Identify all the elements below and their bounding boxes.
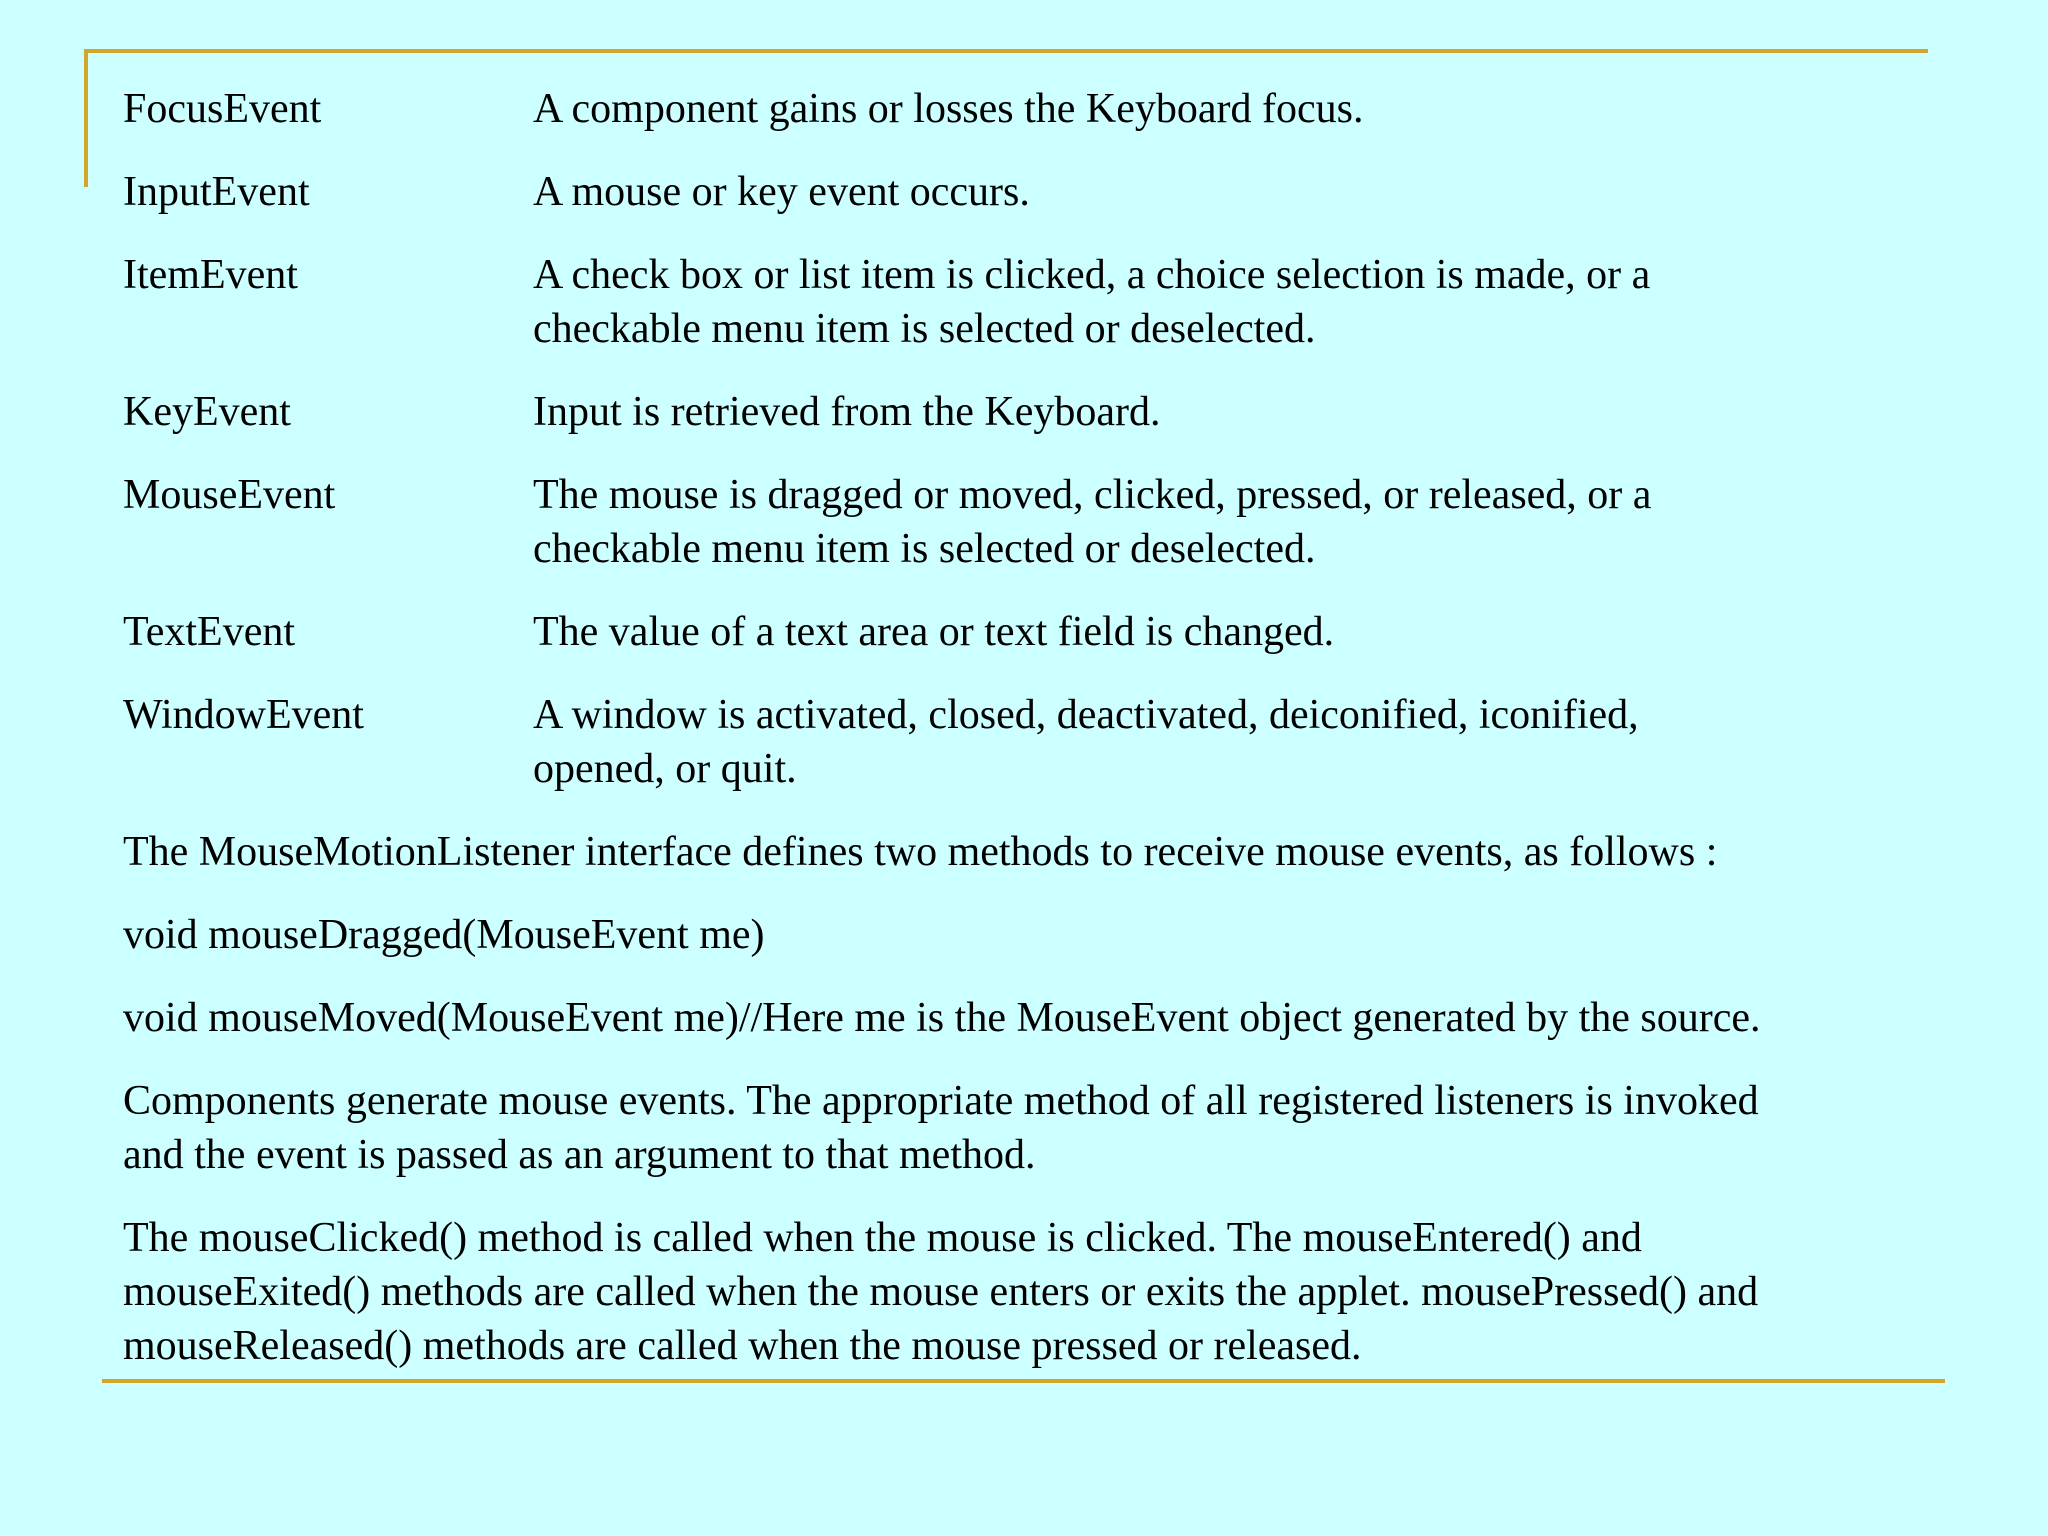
slide-content (123, 82, 1923, 1402)
event-name: TextEvent (123, 609, 295, 655)
event-description (533, 688, 1923, 796)
event-description (533, 82, 1923, 136)
paragraph-line: The MouseMotionListener interface defines two methods to receive mouse events, as follows : (123, 829, 1718, 875)
paragraph-line: The mouseClicked() method is called when the mouse is clicked. The mouseEntered() and (123, 1215, 1642, 1261)
paragraph-listener-intro (123, 825, 1923, 879)
paragraph-mouse-dragged (123, 908, 1923, 962)
paragraph-line: mouseReleased() methods are called when the mouse pressed or released. (123, 1323, 1362, 1369)
event-row-key (123, 385, 1923, 439)
paragraph-line: mouseExited() methods are called when the mouse enters or exits the applet. mousePressed() and (123, 1269, 1759, 1315)
event-description (533, 468, 1923, 576)
event-name: InputEvent (123, 169, 310, 215)
event-row-text (123, 605, 1923, 659)
event-description (533, 385, 1923, 439)
paragraph-line: and the event is passed as an argument to that method. (123, 1132, 1036, 1178)
event-row-focus (123, 82, 1923, 136)
event-description-line: opened, or quit. (533, 746, 797, 792)
event-description (533, 165, 1923, 219)
event-name: MouseEvent (123, 472, 336, 518)
event-name: KeyEvent (123, 389, 291, 435)
paragraph-line: void mouseMoved(MouseEvent me)//Here me is the MouseEvent object generated by the source. (123, 995, 1761, 1041)
event-description-line: checkable menu item is selected or deselected. (533, 526, 1316, 572)
event-name: FocusEvent (123, 86, 322, 132)
event-row-input (123, 165, 1923, 219)
event-description-line: A component gains or losses the Keyboard focus. (533, 86, 1364, 132)
event-description-line: The mouse is dragged or moved, clicked, pressed, or released, or a (533, 472, 1652, 518)
top-rule (84, 49, 1928, 53)
event-table (123, 82, 1923, 796)
event-description-line: The value of a text area or text field is changed. (533, 609, 1335, 655)
paragraph-mouse-methods (123, 1211, 1923, 1373)
paragraph-mouse-moved (123, 991, 1923, 1045)
event-row-item (123, 248, 1923, 356)
event-description-line: A mouse or key event occurs. (533, 169, 1030, 215)
event-description-line: Input is retrieved from the Keyboard. (533, 389, 1161, 435)
event-name: ItemEvent (123, 252, 298, 298)
left-rule (84, 49, 88, 187)
event-description (533, 605, 1923, 659)
event-row-mouse (123, 468, 1923, 576)
event-description-line: A check box or list item is clicked, a choice selection is made, or a (533, 252, 1651, 298)
paragraph-components (123, 1074, 1923, 1182)
event-description-line: A window is activated, closed, deactivated, deiconified, iconified, (533, 692, 1639, 738)
event-name: WindowEvent (123, 692, 364, 738)
paragraph-line: void mouseDragged(MouseEvent me) (123, 912, 765, 958)
event-description (533, 248, 1923, 356)
event-row-window (123, 688, 1923, 796)
paragraph-line: Components generate mouse events. The appropriate method of all registered listeners is invoked (123, 1078, 1759, 1124)
event-description-line: checkable menu item is selected or deselected. (533, 306, 1316, 352)
